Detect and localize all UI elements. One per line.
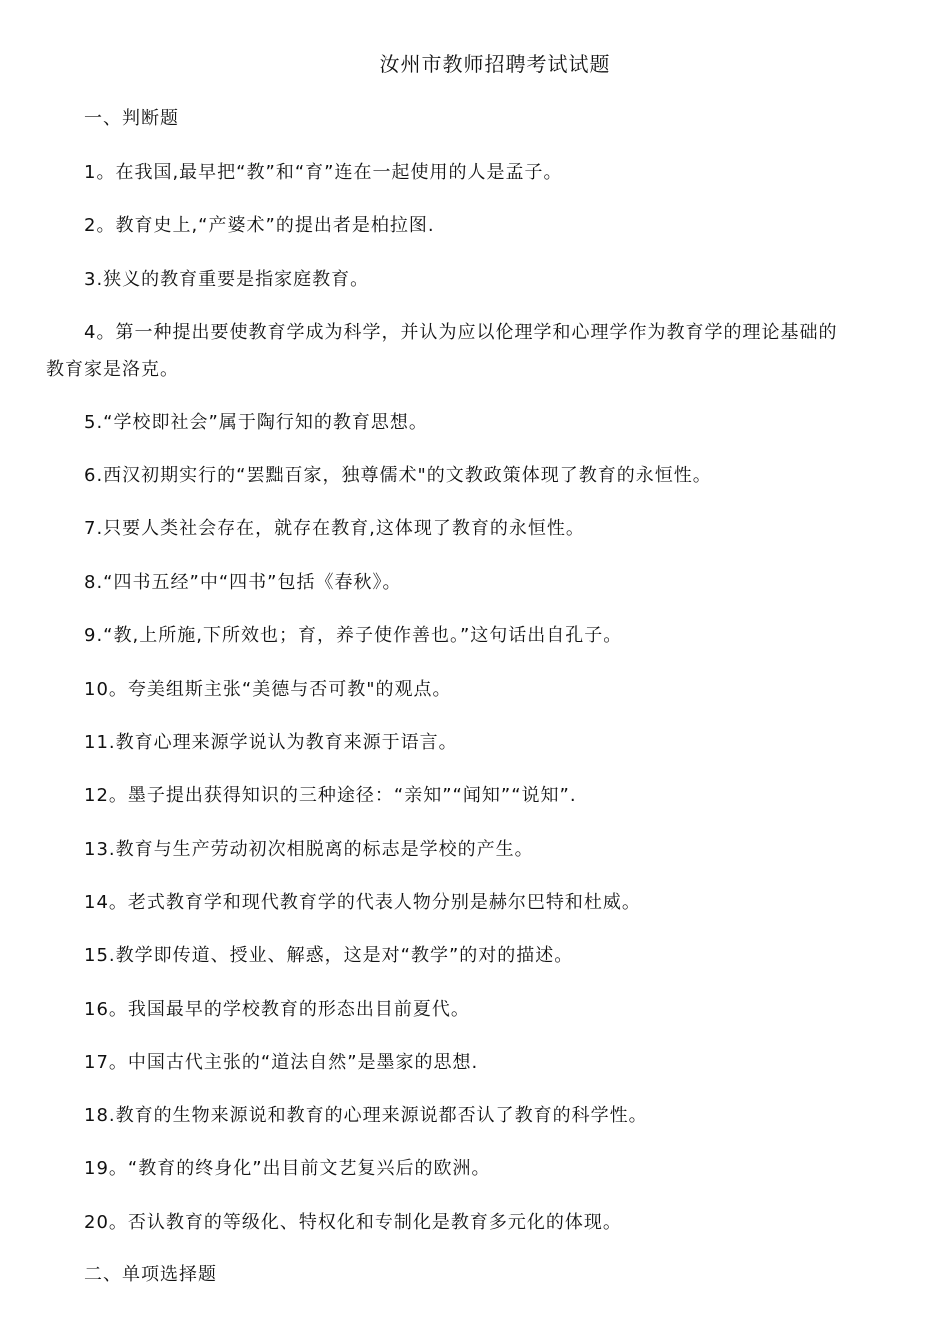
section-heading-judgment: 一、判断题 bbox=[84, 108, 179, 129]
question-15: 15.教学即传道、授业、解惑，这是对“教学”的对的描述。 bbox=[84, 945, 574, 966]
question-20: 20。否认教育的等级化、特权化和专制化是教育多元化的体现。 bbox=[84, 1212, 622, 1233]
question-4-continued: 教育家是洛克。 bbox=[46, 359, 179, 380]
question-18: 18.教育的生物来源说和教育的心理来源说都否认了教育的科学性。 bbox=[84, 1105, 648, 1126]
question-13: 13.教育与生产劳动初次相脱离的标志是学校的产生。 bbox=[84, 839, 534, 860]
question-11: 11.教育心理来源学说认为教育来源于语言。 bbox=[84, 732, 458, 753]
section-heading-single-choice: 二、单项选择题 bbox=[84, 1264, 217, 1285]
question-14: 14。老式教育学和现代教育学的代表人物分别是赫尔巴特和杜威。 bbox=[84, 892, 641, 913]
question-17: 17。中国古代主张的“道法自然”是墨家的思想. bbox=[84, 1052, 479, 1073]
question-8: 8.“四书五经”中“四书”包括《春秋》。 bbox=[84, 572, 402, 593]
question-1: 1。在我国,最早把“教”和“育”连在一起使用的人是孟子。 bbox=[84, 162, 563, 183]
question-16: 16。我国最早的学校教育的形态出目前夏代。 bbox=[84, 999, 470, 1020]
question-6: 6.西汉初期实行的“罢黜百家，独尊儒术"的文教政策体现了教育的永恒性。 bbox=[84, 465, 712, 486]
question-3: 3.狭义的教育重要是指家庭教育。 bbox=[84, 269, 370, 290]
question-10: 10。夸美组斯主张“美德与否可教"的观点。 bbox=[84, 679, 452, 700]
document-title: 汝州市教师招聘考试试题 bbox=[379, 52, 611, 76]
question-7: 7.只要人类社会存在，就存在教育,这体现了教育的永恒性。 bbox=[84, 518, 585, 539]
question-12: 12。墨子提出获得知识的三种途径：“亲知”“闻知”“说知”. bbox=[84, 785, 577, 806]
question-19: 19。“教育的终身化”出目前文艺复兴后的欧洲。 bbox=[84, 1158, 491, 1179]
question-9: 9.“教,上所施,下所效也；育，养子使作善也。”这句话出自孔子。 bbox=[84, 625, 623, 646]
question-5: 5.“学校即社会”属于陶行知的教育思想。 bbox=[84, 412, 428, 433]
question-2: 2。教育史上,“产婆术”的提出者是柏拉图. bbox=[84, 215, 435, 236]
question-4: 4。第一种提出要使教育学成为科学，并认为应以伦理学和心理学作为教育学的理论基础的 bbox=[84, 322, 838, 343]
